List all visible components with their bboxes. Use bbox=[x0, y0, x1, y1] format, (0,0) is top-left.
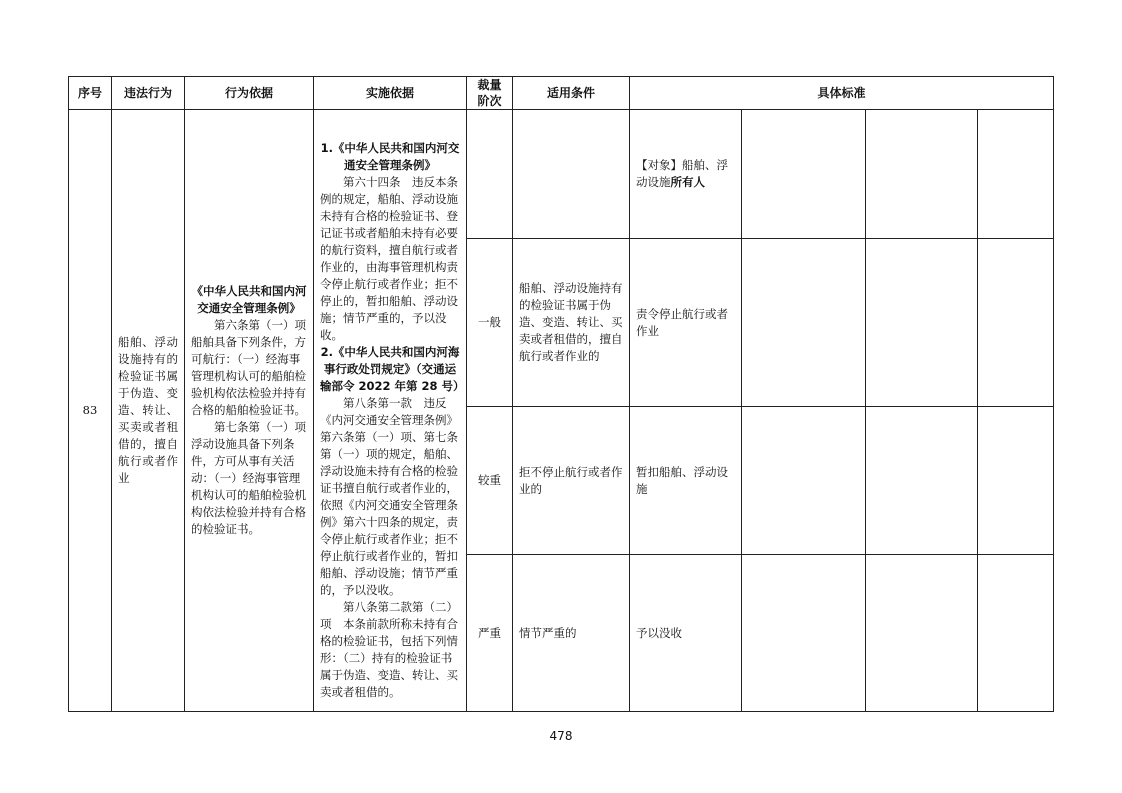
header-basis: 行为依据 bbox=[185, 77, 314, 110]
tier-level: 较重 bbox=[467, 407, 513, 555]
impl-title-1: 1.《中华人民共和国内河交通安全管理条例》 bbox=[320, 141, 460, 172]
basis-title: 《中华人民共和国内河交通安全管理条例》 bbox=[191, 284, 307, 315]
tier-standard: 予以没收 bbox=[630, 555, 742, 712]
basis-cell bbox=[185, 110, 318, 712]
tier-standard: 暂扣船舶、浮动设施 bbox=[630, 407, 742, 555]
object-condition-cell bbox=[513, 110, 630, 239]
impl-para-2: 第八条第一款 违反《内河交通安全管理条例》第六条第（一）项、第七条第（一）项的规定，船舶、浮动设施未持有合格的检验证书擅自航行或者作业的，依照《内河交通安全管理条例》第六十四条的规定，责令停止航行或者作业；拒不停止航行或者作业的，暂扣船舶、浮动设施；情节严重的，予以没收。 bbox=[320, 396, 458, 597]
basis-para-2: 第七条第（一）项 浮动设施具备下列条件，方可从事有关活动：（一）经海事管理机构认可的船舶检验机构依法检验并持有合格的检验证书。 bbox=[191, 420, 318, 536]
header-standard: 具体标准 bbox=[630, 77, 1054, 110]
object-cell bbox=[630, 110, 742, 239]
header-level: 裁量阶次 bbox=[467, 77, 513, 110]
tier-level: 严重 bbox=[467, 555, 513, 712]
row-seq: 83 bbox=[69, 110, 112, 712]
basis-para-1: 第六条第（一）项 船舶具备下列条件，方可航行：（一）经海事管理机构认可的船舶检验机构依法检验并持有合格的船舶检验证书。 bbox=[191, 318, 318, 417]
penalty-standard-table bbox=[68, 76, 1054, 712]
page-number: 478 bbox=[549, 729, 573, 743]
impl-title-2: 2.《中华人民共和国内河海事行政处罚规定》（交通运输部令 2022 年第 28 号） bbox=[320, 345, 465, 393]
tier-condition: 拒不停止航行或者作业的 bbox=[513, 407, 630, 555]
header-condition: 适用条件 bbox=[513, 77, 630, 110]
header-row bbox=[69, 77, 1054, 110]
impl-para-1: 第六十四条 违反本条例的规定，船舶、浮动设施未持有合格的检验证书、登记证书或者船舶未持有必要的航行资料，擅自航行或者作业的，由海事管理机构责令停止航行或者作业；拒不停止的，暂扣船舶、浮动设施；情节严重的，予以没收。 bbox=[320, 175, 458, 342]
object-level-cell bbox=[467, 110, 513, 239]
object-text-bold: 所有人 bbox=[670, 175, 705, 189]
impl-para-3: 第八条第二款第（二）项 本条前款所称未持有合格的检验证书，包括下列情形：（二）持有的检验证书属于伪造、变造、转让、买卖或者租借的。 bbox=[320, 600, 458, 699]
tier-condition: 船舶、浮动设施持有的检验证书属于伪造、变造、转让、买卖或者租借的，擅自航行或者作业的 bbox=[513, 239, 630, 407]
header-seq: 序号 bbox=[69, 77, 112, 110]
header-violation: 违法行为 bbox=[112, 77, 185, 110]
tier-standard: 责令停止航行或者作业 bbox=[630, 239, 742, 407]
header-implementation: 实施依据 bbox=[314, 77, 467, 110]
implementation-cell bbox=[314, 110, 467, 712]
object-text: 【对象】船舶、浮动设施 bbox=[636, 158, 728, 189]
object-row bbox=[69, 110, 1054, 239]
tier-level: 一般 bbox=[467, 239, 513, 407]
violation-text: 船舶、浮动设施持有的检验证书属于伪造、变造、转让、买卖或者租借的，擅自航行或者作业 bbox=[112, 110, 185, 712]
tier-condition: 情节严重的 bbox=[513, 555, 630, 712]
